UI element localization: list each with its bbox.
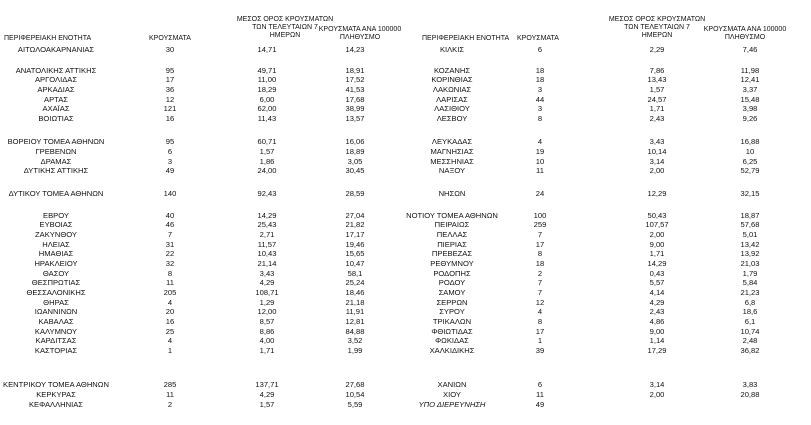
- left-cell-region: ΗΛΕΙΑΣ: [42, 240, 70, 249]
- left-cell-region: ΔΥΤΙΚΗΣ ΑΤΤΙΚΗΣ: [23, 166, 89, 175]
- right-header-avg-line3: ΗΜΕΡΩΝ: [641, 32, 673, 39]
- left-cell-cases: 17: [165, 75, 175, 84]
- right-cell-cases: 10: [535, 157, 545, 166]
- left-cell-cases: 20: [165, 307, 175, 316]
- left-cell-cases: 11: [166, 390, 174, 399]
- right-cell-region: ΧΙΟΥ: [443, 390, 461, 399]
- left-cell-per100k: 17,68: [345, 95, 365, 104]
- right-header-per100k: [680, 26, 810, 42]
- left-cell-region: ΓΡΕΒΕΝΩΝ: [35, 147, 77, 156]
- right-cell-avg7: 2,00: [649, 390, 665, 399]
- left-cell-per100k: 18,89: [345, 147, 365, 156]
- right-cell-avg7: 4,29: [649, 298, 665, 307]
- right-cell-region: ΛΑΡΙΣΑΣ: [436, 95, 468, 104]
- right-cell-per100k: 2,48: [742, 336, 758, 345]
- right-cell-per100k: 5,01: [742, 230, 758, 239]
- right-cell-per100k: 15,48: [740, 95, 760, 104]
- right-cell-region: ΣΥΡΟΥ: [439, 307, 465, 316]
- right-cell-cases: 8: [537, 249, 543, 258]
- left-cell-per100k: 21,82: [345, 220, 365, 229]
- left-cell-avg7: 1,86: [259, 157, 275, 166]
- left-cell-avg7: 12,00: [257, 307, 277, 316]
- left-cell-per100k: 30,45: [345, 166, 365, 175]
- right-cell-avg7: 13,43: [647, 75, 667, 84]
- left-cell-region: ΚΕΡΚΥΡΑΣ: [36, 390, 76, 399]
- left-cell-avg7: 25,43: [257, 220, 277, 229]
- left-cell-avg7: 62,00: [257, 104, 277, 113]
- right-cell-cases: 18: [535, 66, 545, 75]
- right-cell-avg7: 107,57: [645, 220, 669, 229]
- right-cell-per100k: 13,92: [740, 249, 760, 258]
- right-cell-avg7: 2,43: [649, 307, 665, 316]
- left-cell-per100k: 27,04: [345, 211, 365, 220]
- left-cell-avg7: 11,43: [257, 114, 277, 123]
- right-cell-cases: 1: [537, 336, 543, 345]
- left-cell-cases: 31: [165, 240, 175, 249]
- right-cell-cases: 12: [535, 298, 545, 307]
- left-cell-per100k: 84,88: [345, 327, 365, 336]
- right-cell-cases: 49: [535, 400, 545, 409]
- left-cell-avg7: 60,71: [257, 137, 277, 146]
- left-cell-avg7: 21,14: [257, 259, 277, 268]
- right-cell-region: ΚΙΛΚΙΣ: [439, 45, 465, 54]
- left-cell-avg7: 1,71: [259, 346, 275, 355]
- right-cell-per100k: 10: [745, 147, 755, 156]
- right-cell-cases: 3: [537, 104, 543, 113]
- left-header-region: ΠΕΡΙΦΕΡΕΙΑΚΗ ΕΝΟΤΗΤΑ: [4, 35, 92, 42]
- left-cell-avg7: 8,86: [259, 327, 275, 336]
- left-cell-per100k: 19,46: [345, 240, 365, 249]
- left-cell-cases: 4: [167, 336, 173, 345]
- left-cell-region: ΘΕΣΣΑΛΟΝΙΚΗΣ: [26, 288, 86, 297]
- right-cell-region: ΝΟΤΙΟΥ ΤΟΜΕΑ ΑΘΗΝΩΝ: [406, 211, 498, 220]
- right-cell-avg7: 1,57: [649, 85, 665, 94]
- right-cell-avg7: 3,14: [649, 157, 665, 166]
- left-cell-region: ΒΟΙΩΤΙΑΣ: [38, 114, 74, 123]
- right-cell-per100k: 21,03: [740, 259, 760, 268]
- left-cell-avg7: 24,00: [257, 166, 277, 175]
- left-cell-cases: 1: [167, 346, 173, 355]
- right-cell-region: ΛΑΚΩΝΙΑΣ: [432, 85, 472, 94]
- left-cell-per100k: 10,54: [345, 390, 365, 399]
- right-cell-region: ΛΑΣΙΘΙΟΥ: [434, 104, 470, 113]
- right-cell-region: ΦΘΙΩΤΙΔΑΣ: [431, 327, 473, 336]
- right-cell-region: ΦΩΚΙΔΑΣ: [435, 336, 469, 345]
- left-header-avg-line3: ΗΜΕΡΩΝ: [269, 32, 301, 39]
- left-cell-cases: 3: [167, 157, 173, 166]
- right-cell-region: ΡΟΔΟΥ: [438, 278, 466, 287]
- left-cell-cases: 40: [165, 211, 175, 220]
- left-cell-per100k: 12,81: [345, 317, 365, 326]
- right-cell-per100k: 3,83: [742, 380, 758, 389]
- left-cell-avg7: 10,43: [257, 249, 277, 258]
- right-cell-avg7: 2,00: [649, 166, 665, 175]
- left-cell-region: ΑΧΑΪΑΣ: [42, 104, 70, 113]
- left-cell-region: ΔΡΑΜΑΣ: [40, 157, 72, 166]
- left-header-per100k-line2: ΠΛΗΘΥΣΜΟ: [339, 34, 381, 41]
- right-cell-avg7: 14,29: [647, 259, 667, 268]
- left-cell-per100k: 17,52: [345, 75, 365, 84]
- right-cell-per100k: 9,26: [742, 114, 758, 123]
- left-cell-per100k: 13,57: [345, 114, 365, 123]
- left-cell-per100k: 5,59: [347, 400, 363, 409]
- left-cell-avg7: 11,57: [257, 240, 277, 249]
- right-cell-region: ΜΕΣΣΗΝΙΑΣ: [430, 157, 474, 166]
- right-cell-cases: 4: [537, 137, 543, 146]
- right-cell-avg7: 24,57: [647, 95, 667, 104]
- right-cell-cases: 18: [535, 259, 545, 268]
- left-cell-region: ΑΝΑΤΟΛΙΚΗΣ ΑΤΤΙΚΗΣ: [15, 66, 97, 75]
- right-cell-per100k: 6,25: [742, 157, 758, 166]
- left-cell-avg7: 4,29: [259, 390, 275, 399]
- left-cell-per100k: 38,99: [345, 104, 365, 113]
- left-cell-region: ΔΥΤΙΚΟΥ ΤΟΜΕΑ ΑΘΗΝΩΝ: [8, 189, 104, 198]
- right-cell-avg7: 17,29: [647, 346, 667, 355]
- left-cell-avg7: 3,43: [259, 269, 275, 278]
- right-cell-per100k: 12,41: [740, 75, 760, 84]
- left-cell-region: ΑΡΓΟΛΙΔΑΣ: [34, 75, 78, 84]
- left-cell-avg7: 6,00: [259, 95, 275, 104]
- left-cell-region: ΙΩΑΝΝΙΝΩΝ: [34, 307, 78, 316]
- left-cell-cases: 11: [166, 278, 174, 287]
- right-cell-region: ΛΕΣΒΟΥ: [436, 114, 468, 123]
- left-cell-cases: 2: [167, 400, 173, 409]
- right-cell-per100k: 1,79: [742, 269, 758, 278]
- right-cell-cases: 6: [537, 45, 543, 54]
- right-cell-cases: 3: [537, 85, 543, 94]
- left-cell-per100k: 3,52: [347, 336, 363, 345]
- left-cell-avg7: 8,57: [259, 317, 275, 326]
- right-cell-cases: 259: [533, 220, 547, 229]
- right-cell-per100k: 32,15: [740, 189, 760, 198]
- left-cell-cases: 285: [163, 380, 177, 389]
- left-cell-per100k: 27,68: [345, 380, 365, 389]
- left-cell-cases: 205: [163, 288, 177, 297]
- right-cell-avg7: 9,00: [649, 327, 665, 336]
- left-cell-region: ΑΡΤΑΣ: [44, 95, 68, 104]
- right-header-region: ΠΕΡΙΦΕΡΕΙΑΚΗ ΕΝΟΤΗΤΑ: [422, 35, 510, 42]
- left-cell-avg7: 4,29: [259, 278, 275, 287]
- left-cell-cases: 12: [165, 95, 175, 104]
- left-cell-cases: 8: [167, 269, 173, 278]
- left-cell-region: ΚΑΛΥΜΝΟΥ: [34, 327, 78, 336]
- left-cell-avg7: 49,71: [257, 66, 277, 75]
- left-cell-cases: 49: [165, 166, 175, 175]
- right-cell-avg7: 3,14: [649, 380, 665, 389]
- right-cell-cases: 8: [537, 114, 543, 123]
- left-cell-per100k: 41,53: [345, 85, 365, 94]
- right-cell-per100k: 3,37: [742, 85, 758, 94]
- left-cell-avg7: 18,29: [257, 85, 277, 94]
- left-cell-cases: 95: [165, 137, 175, 146]
- left-cell-cases: 30: [165, 45, 175, 54]
- right-cell-per100k: 52,79: [740, 166, 760, 175]
- right-cell-avg7: 0,43: [649, 269, 665, 278]
- left-cell-cases: 25: [165, 327, 175, 336]
- left-header-avg-line1: ΜΕΣΟΣ ΟΡΟΣ ΚΡΟΥΣΜΑΤΩΝ: [236, 16, 334, 23]
- left-cell-region: ΒΟΡΕΙΟΥ ΤΟΜΕΑ ΑΘΗΝΩΝ: [7, 137, 105, 146]
- right-cell-cases: 18: [535, 75, 545, 84]
- right-cell-per100k: 20,88: [740, 390, 760, 399]
- right-cell-region: ΧΑΛΚΙΔΙΚΗΣ: [429, 346, 475, 355]
- right-cell-avg7: 7,86: [649, 66, 665, 75]
- right-cell-region: ΣΕΡΡΩΝ: [436, 298, 468, 307]
- right-cell-region: ΝΑΞΟΥ: [438, 166, 466, 175]
- left-cell-region: ΖΑΚΥΝΘΟΥ: [35, 230, 77, 239]
- right-cell-avg7: 9,00: [649, 240, 665, 249]
- right-cell-region: ΡΟΔΟΠΗΣ: [433, 269, 471, 278]
- right-cell-region: ΤΡΙΚΑΛΩΝ: [432, 317, 472, 326]
- left-cell-cases: 4: [167, 298, 173, 307]
- right-cell-avg7: 4,14: [649, 288, 665, 297]
- right-cell-cases: 39: [535, 346, 545, 355]
- left-cell-avg7: 1,57: [259, 400, 275, 409]
- left-cell-per100k: 3,05: [347, 157, 363, 166]
- right-cell-region: ΧΑΝΙΩΝ: [437, 380, 467, 389]
- left-cell-region: ΑΡΚΑΔΙΑΣ: [37, 85, 75, 94]
- left-cell-per100k: 14,23: [345, 45, 365, 54]
- right-cell-avg7: 1,71: [649, 104, 665, 113]
- right-cell-avg7: 2,00: [649, 230, 665, 239]
- right-cell-cases: 17: [535, 240, 545, 249]
- left-cell-cases: 95: [165, 66, 175, 75]
- right-cell-avg7: 2,43: [649, 114, 665, 123]
- left-cell-avg7: 4,00: [259, 336, 275, 345]
- left-header-cases: ΚΡΟΥΣΜΑΤΑ: [149, 35, 191, 42]
- right-cell-avg7: 50,43: [647, 211, 667, 220]
- left-cell-per100k: 17,17: [345, 230, 365, 239]
- left-header-avg-line2: ΤΩΝ ΤΕΛΕΥΤΑΙΩΝ 7: [252, 24, 318, 31]
- left-cell-cases: 32: [165, 259, 175, 268]
- right-cell-per100k: 5,84: [742, 278, 758, 287]
- right-cell-per100k: 36,82: [740, 346, 760, 355]
- right-cell-cases: 11: [536, 166, 544, 175]
- right-cell-region: ΣΑΜΟΥ: [438, 288, 466, 297]
- left-cell-per100k: 11,91: [345, 307, 365, 316]
- right-cell-per100k: 18,6: [742, 307, 758, 316]
- right-cell-cases: 4: [537, 307, 543, 316]
- right-cell-cases: 100: [533, 211, 547, 220]
- right-cell-region: ΡΕΘΥΜΝΟΥ: [430, 259, 474, 268]
- left-cell-cases: 46: [165, 220, 175, 229]
- left-cell-region: ΚΕΝΤΡΙΚΟΥ ΤΟΜΕΑ ΑΘΗΝΩΝ: [3, 380, 109, 389]
- left-cell-avg7: 14,71: [257, 45, 277, 54]
- left-cell-region: ΕΒΡΟΥ: [43, 211, 69, 220]
- right-cell-cases: 44: [535, 95, 545, 104]
- right-cell-cases: 7: [537, 278, 543, 287]
- left-cell-avg7: 1,29: [259, 298, 275, 307]
- left-header-per100k: [305, 26, 415, 42]
- right-cell-avg7: 5,57: [649, 278, 665, 287]
- right-cell-per100k: 6,8: [744, 298, 756, 307]
- left-cell-per100k: 15,65: [345, 249, 365, 258]
- right-cell-per100k: 18,87: [740, 211, 760, 220]
- left-cell-region: ΚΕΦΑΛΛΗΝΙΑΣ: [28, 400, 84, 409]
- right-cell-avg7: 1,14: [649, 336, 665, 345]
- right-cell-region: ΜΑΓΝΗΣΙΑΣ: [430, 147, 474, 156]
- right-cell-per100k: 21,23: [740, 288, 760, 297]
- left-cell-region: ΚΑΣΤΟΡΙΑΣ: [34, 346, 78, 355]
- left-cell-cases: 16: [165, 114, 175, 123]
- right-cell-region: ΠΡΕΒΕΖΑΣ: [431, 249, 473, 258]
- right-cell-region: ΠΕΛΛΑΣ: [436, 230, 468, 239]
- right-cell-per100k: 6,1: [744, 317, 756, 326]
- left-cell-avg7: 14,29: [257, 211, 277, 220]
- right-header-per100k-line2: ΠΛΗΘΥΣΜΟ: [724, 34, 766, 41]
- left-cell-avg7: 108,71: [255, 288, 279, 297]
- left-cell-cases: 121: [163, 104, 177, 113]
- left-cell-avg7: 2,71: [259, 230, 275, 239]
- right-cell-region: ΥΠΟ ΔΙΕΡΕΥΝΗΣΗ: [418, 400, 486, 409]
- right-cell-avg7: 4,86: [649, 317, 665, 326]
- right-cell-region: ΚΟΡΙΝΘΙΑΣ: [431, 75, 473, 84]
- left-cell-avg7: 11,00: [257, 75, 277, 84]
- left-cell-per100k: 16,06: [345, 137, 365, 146]
- right-header-avg-line2: ΤΩΝ ΤΕΛΕΥΤΑΙΩΝ 7: [624, 24, 690, 31]
- right-cell-per100k: 3,98: [742, 104, 758, 113]
- left-cell-cases: 22: [165, 249, 175, 258]
- right-cell-per100k: 7,46: [742, 45, 758, 54]
- right-cell-avg7: 3,43: [649, 137, 665, 146]
- right-cell-per100k: 16,88: [740, 137, 760, 146]
- right-cell-avg7: 2,29: [649, 45, 665, 54]
- left-cell-region: ΘΕΣΠΡΩΤΙΑΣ: [31, 278, 81, 287]
- right-cell-cases: 24: [535, 189, 545, 198]
- right-cell-cases: 8: [537, 317, 543, 326]
- left-cell-cases: 6: [167, 147, 173, 156]
- left-cell-region: ΚΑΒΑΛΑΣ: [38, 317, 74, 326]
- right-cell-region: ΠΕΙΡΑΙΩΣ: [434, 220, 470, 229]
- left-cell-cases: 140: [163, 189, 177, 198]
- right-cell-region: ΝΗΣΩΝ: [438, 189, 466, 198]
- right-cell-avg7: 10,14: [647, 147, 667, 156]
- left-cell-per100k: 58,1: [347, 269, 363, 278]
- left-cell-cases: 16: [165, 317, 175, 326]
- left-cell-region: ΑΙΤΩΛΟΑΚΑΡΝΑΝΙΑΣ: [17, 45, 95, 54]
- right-cell-region: ΚΟΖΑΝΗΣ: [433, 66, 471, 75]
- left-cell-avg7: 1,57: [259, 147, 275, 156]
- right-cell-avg7: 12,29: [647, 189, 667, 198]
- left-cell-region: ΕΥΒΟΙΑΣ: [39, 220, 73, 229]
- right-cell-region: ΠΙΕΡΙΑΣ: [437, 240, 467, 249]
- left-cell-per100k: 18,46: [345, 288, 365, 297]
- right-header-cases: ΚΡΟΥΣΜΑΤΑ: [517, 35, 559, 42]
- left-cell-per100k: 25,24: [345, 278, 365, 287]
- right-cell-per100k: 10,74: [740, 327, 760, 336]
- right-cell-cases: 7: [537, 288, 543, 297]
- left-cell-cases: 7: [167, 230, 173, 239]
- right-cell-region: ΛΕΥΚΑΔΑΣ: [431, 137, 473, 146]
- left-cell-avg7: 92,43: [257, 189, 277, 198]
- right-cell-cases: 19: [535, 147, 545, 156]
- right-cell-per100k: 57,68: [740, 220, 760, 229]
- right-cell-cases: 6: [537, 380, 543, 389]
- left-cell-region: ΚΑΡΔΙΤΣΑΣ: [35, 336, 77, 345]
- right-header-avg-line1: ΜΕΣΟΣ ΟΡΟΣ ΚΡΟΥΣΜΑΤΩΝ: [608, 16, 706, 23]
- left-cell-region: ΘΑΣΟΥ: [42, 269, 70, 278]
- left-cell-per100k: 21,18: [345, 298, 365, 307]
- left-cell-per100k: 18,91: [345, 66, 365, 75]
- left-cell-region: ΗΡΑΚΛΕΙΟΥ: [34, 259, 78, 268]
- right-cell-cases: 17: [535, 327, 545, 336]
- left-cell-per100k: 28,59: [345, 189, 365, 198]
- left-header-per100k-line1: ΚΡΟΥΣΜΑΤΑ ΑΝΑ 100000: [318, 26, 402, 33]
- left-cell-cases: 36: [165, 85, 175, 94]
- left-cell-avg7: 137,71: [255, 380, 279, 389]
- right-cell-cases: 7: [537, 230, 543, 239]
- right-cell-per100k: 11,98: [740, 66, 760, 75]
- right-cell-per100k: 13,42: [740, 240, 760, 249]
- left-cell-region: ΘΗΡΑΣ: [43, 298, 69, 307]
- right-header-per100k-line1: ΚΡΟΥΣΜΑΤΑ ΑΝΑ 100000: [703, 26, 787, 33]
- right-cell-cases: 11: [536, 390, 544, 399]
- right-cell-cases: 2: [537, 269, 543, 278]
- left-cell-per100k: 10,47: [345, 259, 365, 268]
- right-cell-avg7: 1,71: [649, 249, 665, 258]
- left-cell-per100k: 1,99: [347, 346, 363, 355]
- left-cell-region: ΗΜΑΘΙΑΣ: [38, 249, 74, 258]
